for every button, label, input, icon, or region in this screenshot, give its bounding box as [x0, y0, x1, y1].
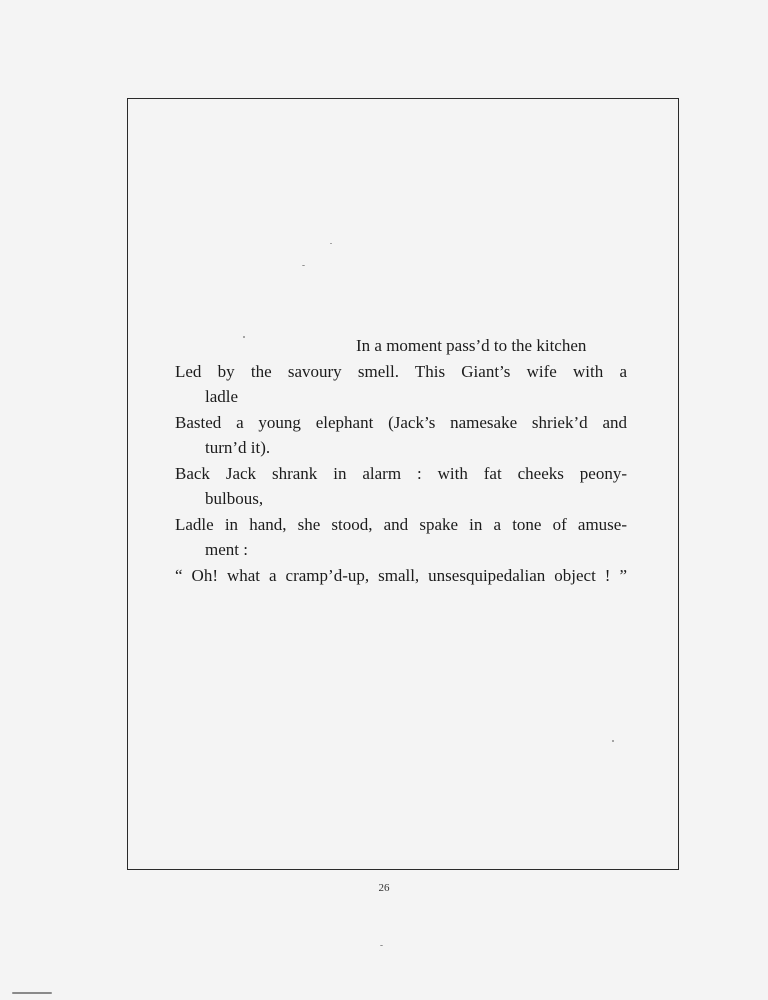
scan-speck: [380, 945, 383, 946]
scan-speck: [302, 265, 305, 266]
scan-speck: [612, 740, 614, 742]
poem-line: Led by the savoury smell. This Giant’s wife with a: [175, 361, 627, 381]
page-number: 26: [378, 882, 390, 894]
poem-line: “ Oh! what a cramp’d-up, small, unsesquipedalian object ! ”: [175, 565, 627, 585]
poem-line: Ladle in hand, she stood, and spake in a tone of amuse-: [175, 514, 627, 534]
scan-speck: [12, 992, 52, 994]
poem-line: ment :: [205, 540, 248, 559]
poem-line: bulbous,: [205, 489, 264, 508]
scan-speck: [243, 336, 245, 338]
poem-line: In a moment pass’d to the kitchen: [356, 336, 587, 355]
poem-line: ladle: [205, 387, 239, 406]
poem-line: Basted a young elephant (Jack’s namesake shriek’d and: [175, 412, 627, 432]
poem-line: Back Jack shrank in alarm : with fat cheeks peony-: [175, 463, 627, 483]
poem-stanza: [175, 333, 627, 588]
poem-line: turn’d it).: [205, 438, 271, 457]
scan-speck: [330, 243, 332, 244]
